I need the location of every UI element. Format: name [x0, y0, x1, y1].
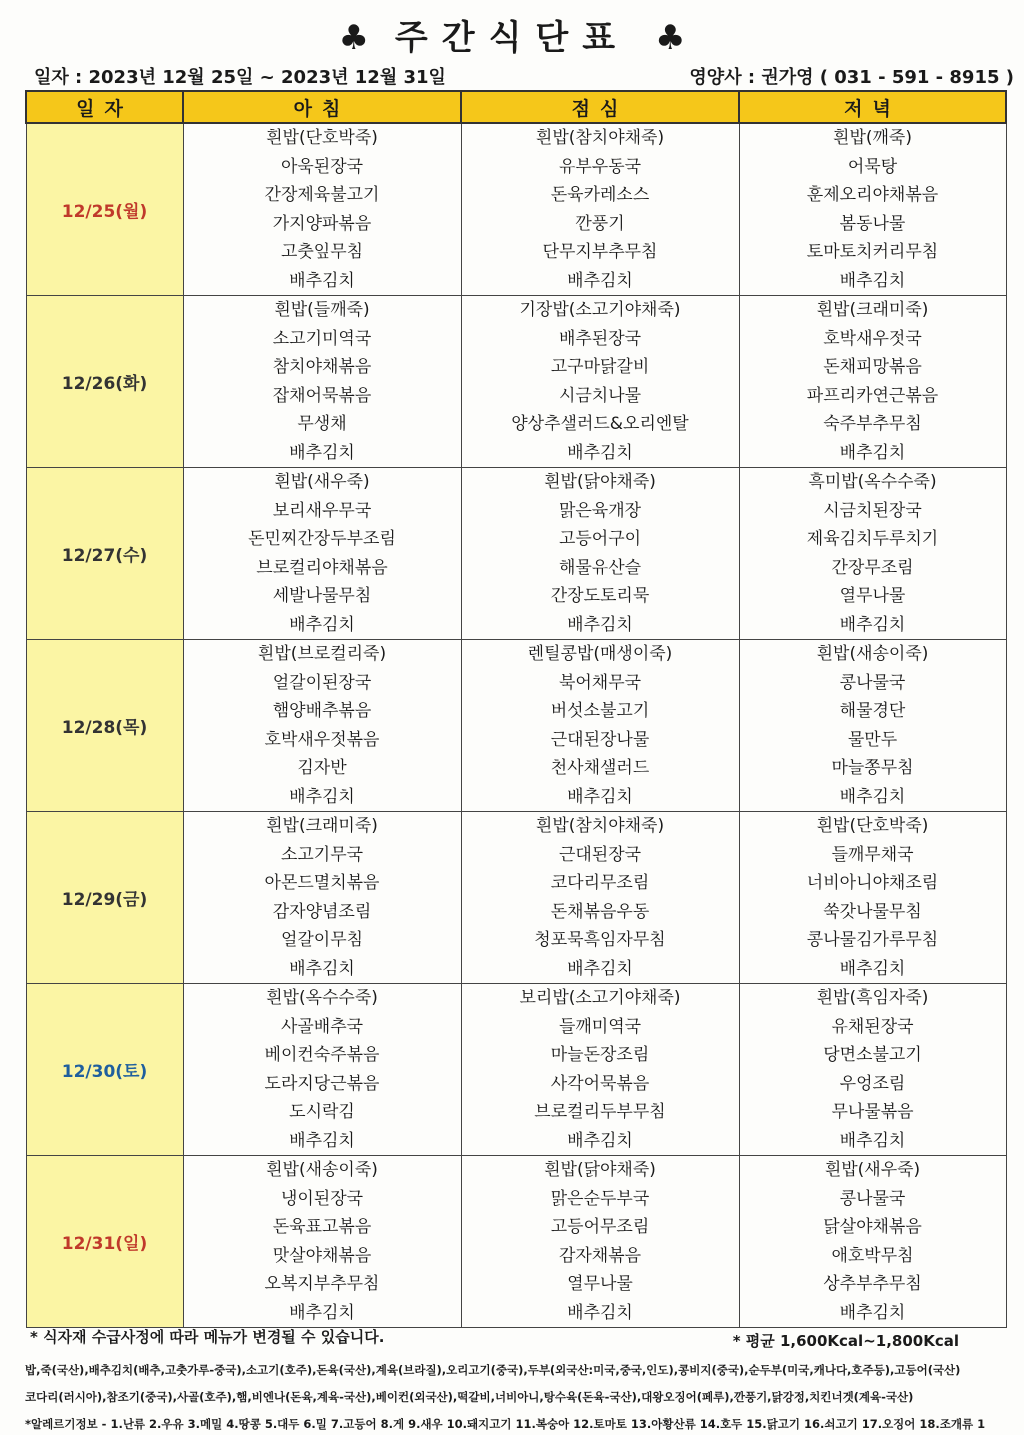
- menu-item: 콩나물김가루무침: [806, 930, 939, 950]
- menu-item: 사골배추국: [280, 1016, 364, 1037]
- origin-info-line: 코다리(러시아),참조기(중국),사골(호주),햄,비엔나(돈육,계육-국산),베이컨(외국산),떡갈비,너비아니,탕수육(돈육-국산),대왕오징어(페루),깐풍기,닭강정,치킨너겟(계육-국산): [25, 1390, 914, 1404]
- menu-item: 애호박무침: [831, 1245, 914, 1266]
- day-row: [26, 984, 1006, 1156]
- menu-item: 배추김치: [289, 614, 355, 635]
- menu-item: 브로컬리야채볶음: [256, 557, 388, 578]
- menu-item: 배추김치: [289, 442, 355, 463]
- menu-item: 해물유산슬: [558, 557, 642, 578]
- menu-item: 훈제오리야채볶음: [806, 185, 939, 205]
- menu-item: 보리밥(소고기야채죽): [519, 988, 681, 1008]
- menu-item: 호박새우젓볶음: [264, 729, 380, 750]
- day-date-cell: 12/25(월): [26, 123, 183, 296]
- club-icon: ♣: [654, 18, 686, 58]
- breakfast-cell: [183, 1156, 461, 1328]
- menu-item: 물만두: [847, 729, 898, 750]
- menu-item: 배추김치: [839, 270, 906, 291]
- menu-item: 천사채샐러드: [550, 758, 650, 778]
- menu-item: 깐풍기: [575, 213, 625, 234]
- menu-item: 파프리카연근볶음: [806, 385, 939, 406]
- menu-item: 간장도토리묵: [550, 586, 650, 606]
- menu-item: 김자반: [297, 758, 347, 778]
- menu-item: 돈채볶음우동: [550, 901, 650, 922]
- menu-item: 제육김치두루치기: [806, 529, 939, 549]
- menu-item: 흰밥(깨죽): [833, 128, 912, 148]
- lunch-cell: [461, 468, 739, 640]
- menu-item: 아욱된장국: [280, 156, 364, 177]
- menu-item: 사각어묵볶음: [550, 1073, 650, 1094]
- menu-item: 배추김치: [289, 958, 355, 979]
- menu-item: 냉이된장국: [280, 1188, 364, 1209]
- dinner-cell: [739, 123, 1006, 296]
- menu-item: 콩나물국: [839, 1188, 906, 1209]
- menu-item: 고구마닭갈비: [550, 357, 650, 377]
- club-icon: ♣: [338, 18, 370, 58]
- lunch-cell: [461, 640, 739, 812]
- lunch-cell: [461, 812, 739, 984]
- day-date-cell: 12/30(토): [26, 984, 183, 1156]
- origin-info-line: 밥,죽(국산),배추김치(배추,고춧가루-중국),소고기(호주),돈육(국산),계육(브라질),오리고기(중국),두부(외국산:미국,중국,인도),콩비지(중국),순두부(미국,캐나다,호주등),고등어(국산): [25, 1363, 961, 1377]
- menu-item: 흰밥(참치야채죽): [535, 816, 665, 836]
- menu-item: 해물경단: [839, 701, 906, 721]
- menu-item: 흰밥(새송이죽): [266, 1160, 378, 1180]
- menu-item: 들깨미역국: [558, 1016, 642, 1037]
- breakfast-cell: [183, 123, 461, 296]
- menu-item: 아몬드멸치볶음: [264, 873, 380, 893]
- menu-item: 어묵탕: [847, 156, 898, 177]
- menu-item: 흰밥(옥수수죽): [266, 988, 378, 1008]
- day-date-cell: 12/28(목): [26, 640, 183, 812]
- menu-item: 배추김치: [289, 1130, 355, 1151]
- menu-item: 쑥갓나물무침: [823, 901, 922, 922]
- menu-item: 양상추샐러드&오리엔탈: [511, 414, 689, 434]
- menu-item: 시금치된장국: [823, 500, 922, 521]
- menu-item: 감자양념조림: [272, 901, 372, 922]
- dinner-cell: [739, 812, 1006, 984]
- menu-item: 코다리무조림: [550, 873, 650, 893]
- menu-item: 우엉조림: [839, 1073, 906, 1094]
- menu-item: 상추부추무침: [823, 1274, 922, 1294]
- period-label: 일자 : 2023년 12월 25일 ~ 2023년 12월 31일: [34, 67, 446, 88]
- menu-item: 마늘돈장조림: [550, 1045, 650, 1065]
- menu-item: 간장제육불고기: [264, 185, 380, 205]
- menu-item: 참치야채볶음: [272, 357, 372, 377]
- menu-item: 흰밥(새우죽): [824, 1160, 921, 1180]
- menu-item: 배추김치: [567, 1130, 633, 1151]
- menu-item: 배추김치: [839, 1130, 906, 1151]
- lunch-cell: [461, 296, 739, 468]
- menu-item: 베이컨숙주볶음: [264, 1045, 380, 1065]
- menu-item: 얼갈이무침: [280, 930, 364, 950]
- menu-item: 보리새우무국: [272, 500, 372, 521]
- lunch-cell: [461, 123, 739, 296]
- menu-item: 돈채피망볶음: [823, 357, 922, 377]
- breakfast-cell: [183, 812, 461, 984]
- menu-item: 열무나물: [567, 1274, 633, 1294]
- menu-item: 얼갈이된장국: [272, 672, 372, 693]
- day-date-cell: 12/27(수): [26, 468, 183, 640]
- menu-item: 고등어무조림: [550, 1217, 650, 1237]
- menu-item: 배추김치: [839, 442, 906, 463]
- menu-item: 돈육카레소스: [550, 185, 650, 205]
- menu-item: 토마토치커리무침: [806, 242, 939, 262]
- day-date-cell: 12/26(화): [26, 296, 183, 468]
- breakfast-cell: [183, 984, 461, 1156]
- menu-item: 봄동나물: [839, 213, 906, 234]
- day-row: [26, 812, 1006, 984]
- day-row: [26, 296, 1006, 468]
- dinner-cell: [739, 640, 1006, 812]
- menu-item: 흰밥(크래미죽): [266, 816, 378, 836]
- menu-item: 브로컬리두부무침: [534, 1102, 666, 1122]
- menu-item: 흑미밥(옥수수죽): [808, 472, 937, 492]
- menu-item: 배추김치: [289, 786, 355, 807]
- menu-item: 가지양파볶음: [272, 213, 372, 234]
- menu-item: 배추김치: [839, 958, 906, 979]
- day-date-cell: 12/31(일): [26, 1156, 183, 1328]
- menu-item: 흰밥(닭야채죽): [544, 472, 656, 492]
- day-date-cell: 12/29(금): [26, 812, 183, 984]
- dinner-cell: [739, 984, 1006, 1156]
- dinner-cell: [739, 1156, 1006, 1328]
- menu-item: 배추김치: [567, 270, 633, 291]
- menu-item: 호박새우젓국: [823, 328, 922, 349]
- allergy-info-line: *알레르기정보 - 1.난류 2.우유 3.메밀 4.땅콩 5.대두 6.밀 7.고등어 8.게 9.새우 10.돼지고기 11.복숭아 12.토마토 13.아황산류 14.호두 15.닭고기 16.쇠고기 17.오징어 18.조개류 1: [25, 1417, 986, 1431]
- menu-item: 배추김치: [567, 1302, 633, 1323]
- menu-item: 흰밥(들깨죽): [274, 300, 370, 320]
- menu-item: 소고기무국: [280, 844, 364, 865]
- menu-item: 열무나물: [839, 586, 906, 606]
- menu-item: 배추김치: [567, 786, 633, 807]
- menu-item: 맑은육개장: [558, 500, 642, 521]
- breakfast-cell: [183, 468, 461, 640]
- menu-item: 배추된장국: [558, 328, 642, 349]
- menu-item: 흰밥(참치야채죽): [535, 128, 665, 148]
- header-dinner: 저녁: [739, 91, 1006, 123]
- header-breakfast: 아침: [183, 91, 461, 123]
- menu-item: 세발나물무침: [272, 586, 372, 606]
- menu-item: 북어채무국: [558, 672, 642, 693]
- menu-item: 렌틸콩밥(매생이죽): [527, 644, 673, 664]
- menu-item: 배추김치: [567, 958, 633, 979]
- dinner-cell: [739, 296, 1006, 468]
- header-row: [26, 91, 1006, 123]
- menu-item: 배추김치: [567, 614, 633, 635]
- menu-item: 흰밥(브로컬리죽): [257, 644, 387, 664]
- menu-body: [26, 123, 1006, 1328]
- day-row: [26, 468, 1006, 640]
- page-title: [0, 10, 1024, 59]
- menu-item: 배추김치: [289, 270, 355, 291]
- menu-table: [25, 90, 1007, 1328]
- menu-item: 당면소불고기: [823, 1045, 922, 1065]
- menu-item: 닭살야채볶음: [823, 1217, 922, 1237]
- menu-item: 햄양배추볶음: [272, 701, 372, 721]
- menu-item: 간장무조림: [831, 557, 914, 578]
- change-notice: * 식자재 수급사정에 따라 메뉴가 변경될 수 있습니다.: [30, 1328, 385, 1346]
- day-row: [26, 1156, 1006, 1328]
- menu-item: 배추김치: [839, 614, 906, 635]
- breakfast-cell: [183, 640, 461, 812]
- menu-item: 배추김치: [839, 786, 906, 807]
- menu-item: 오복지부추무침: [264, 1274, 380, 1294]
- day-row: [26, 123, 1006, 296]
- menu-item: 단무지부추무침: [542, 242, 658, 262]
- dinner-cell: [739, 468, 1006, 640]
- menu-item: 청포묵흑임자무침: [534, 930, 666, 950]
- menu-item: 무나물볶음: [831, 1102, 914, 1122]
- menu-item: 마늘쫑무침: [831, 758, 914, 778]
- menu-item: 고춧잎무침: [280, 242, 364, 262]
- menu-item: 도시락김: [289, 1102, 355, 1122]
- menu-item: 돈민찌간장두부조림: [248, 529, 396, 549]
- menu-item: 근대된장나물: [550, 729, 650, 750]
- breakfast-cell: [183, 296, 461, 468]
- menu-item: 흰밥(크래미죽): [816, 300, 929, 320]
- menu-item: 감자채볶음: [558, 1245, 642, 1266]
- title-text: 주간식단표: [394, 18, 630, 58]
- menu-item: 흰밥(새송이죽): [816, 644, 929, 664]
- menu-item: 유채된장국: [831, 1016, 914, 1037]
- lunch-cell: [461, 1156, 739, 1328]
- menu-item: 들깨무채국: [831, 844, 914, 865]
- menu-item: 숙주부추무침: [823, 414, 922, 434]
- menu-item: 흰밥(단호박죽): [816, 816, 929, 836]
- menu-item: 배추김치: [289, 1302, 355, 1323]
- menu-item: 시금치나물: [558, 385, 642, 406]
- menu-item: 흰밥(새우죽): [274, 472, 370, 492]
- menu-item: 흰밥(흑임자죽): [816, 988, 929, 1008]
- menu-item: 흰밥(단호박죽): [266, 128, 378, 148]
- lunch-cell: [461, 984, 739, 1156]
- dietitian-label: 영양사 : 권가영 ( 031 - 591 - 8915 ): [689, 67, 1014, 88]
- menu-item: 너비아니야채조림: [806, 873, 939, 893]
- menu-item: 배추김치: [567, 442, 633, 463]
- menu-item: 무생채: [297, 414, 347, 434]
- header-lunch: 점심: [461, 91, 739, 123]
- menu-item: 맑은순두부국: [550, 1188, 650, 1209]
- menu-item: 고등어구이: [558, 529, 642, 549]
- header-date: 일자: [26, 91, 183, 123]
- menu-item: 도라지당근볶음: [264, 1073, 380, 1094]
- menu-item: 배추김치: [839, 1302, 906, 1323]
- menu-item: 유부우동국: [558, 156, 642, 177]
- menu-item: 소고기미역국: [272, 328, 372, 349]
- menu-item: 콩나물국: [839, 672, 906, 693]
- menu-item: 잡채어묵볶음: [272, 385, 372, 406]
- calorie-notice: * 평균 1,600Kcal~1,800Kcal: [732, 1332, 959, 1350]
- menu-item: 돈육표고볶음: [272, 1217, 372, 1237]
- menu-item: 버섯소불고기: [550, 701, 650, 721]
- day-row: [26, 640, 1006, 812]
- menu-item: 맛살야채볶음: [272, 1245, 372, 1266]
- menu-item: 흰밥(닭야채죽): [544, 1160, 656, 1180]
- menu-item: 기장밥(소고기야채죽): [519, 300, 681, 320]
- menu-item: 근대된장국: [558, 844, 642, 865]
